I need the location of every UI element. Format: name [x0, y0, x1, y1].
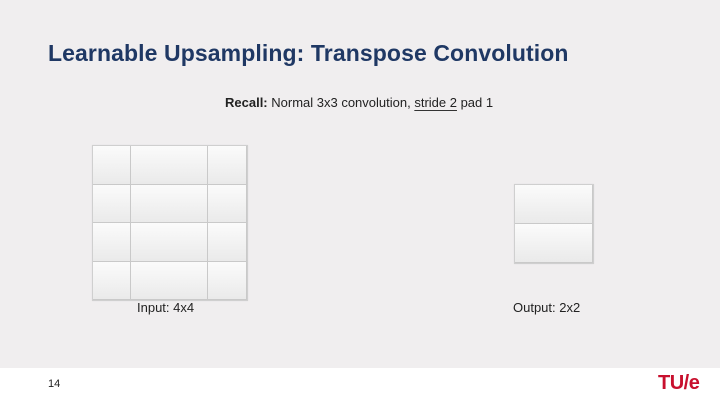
- output-grid-cell: [515, 224, 593, 263]
- tue-logo: TU/e: [658, 372, 700, 394]
- stride-text: stride 2: [414, 95, 457, 110]
- output-label: Output: 2x2: [513, 300, 581, 315]
- recall-label: Recall:: [225, 95, 268, 110]
- input-grid-cell: [93, 185, 131, 224]
- input-label: Input: 4x4: [137, 300, 195, 315]
- output-grid-cell: [515, 185, 593, 224]
- footer-bar: [0, 368, 720, 405]
- slide-title: Learnable Upsampling: Transpose Convolution: [48, 40, 569, 66]
- input-grid-cell: [93, 146, 131, 185]
- input-grid-cell: [93, 223, 131, 262]
- subtitle-text-after: pad 1: [456, 95, 494, 110]
- output-grid: [514, 184, 594, 264]
- input-grid-cell: [208, 223, 247, 262]
- slide-subtitle: [225, 95, 493, 110]
- subtitle-text-before: Normal 3x3 convolution,: [267, 95, 415, 110]
- input-grid-cell: [208, 262, 247, 301]
- input-grid-cell: [208, 185, 247, 224]
- input-grid-cell: [131, 146, 208, 185]
- input-grid-cell: [208, 146, 247, 185]
- input-grid: [92, 145, 248, 301]
- input-grid-cell: [131, 262, 208, 301]
- page-number: 14: [48, 378, 61, 390]
- input-grid-cell: [131, 185, 208, 224]
- input-grid-cell: [93, 262, 131, 301]
- input-grid-cell: [131, 223, 208, 262]
